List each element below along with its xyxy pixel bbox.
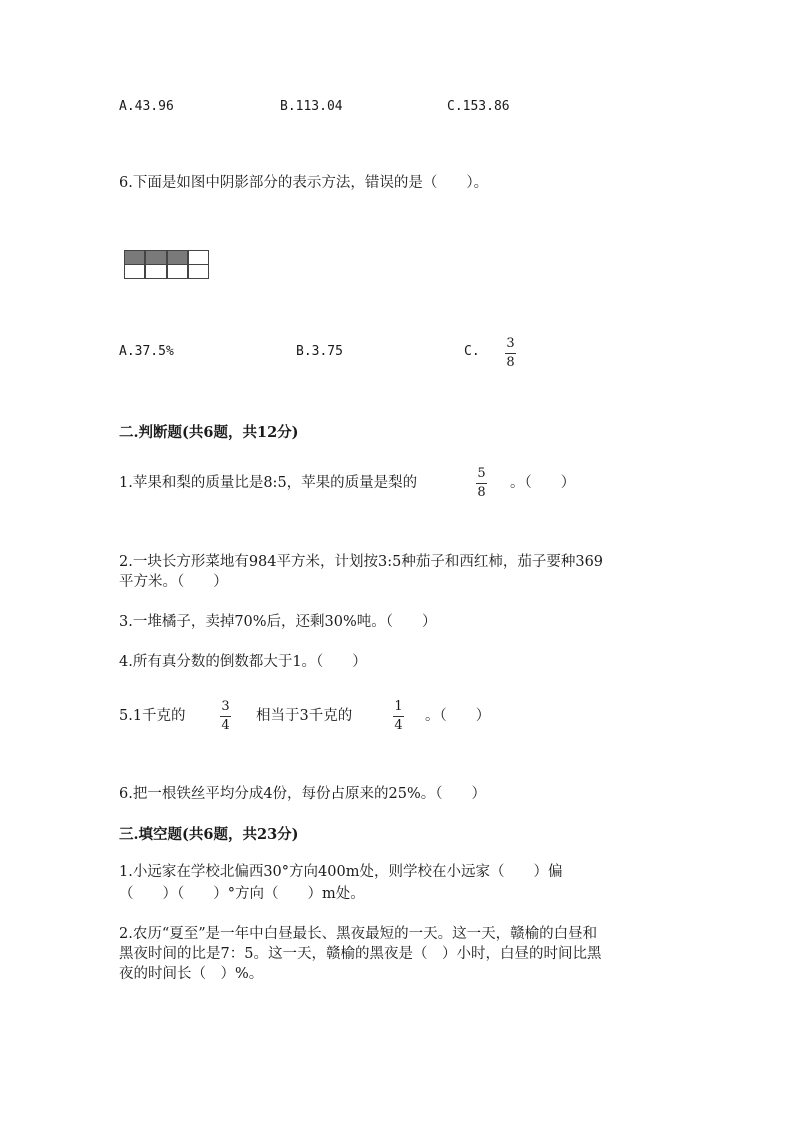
judge-q5-part2: 相当于3千克的 [256,708,353,724]
judge-q6-text: 6.把一根铁丝平均分成4份，每份占原来的25%。（ ） [119,786,487,802]
judge-q2-line1: 2.一块长方形菜地有984平方米，计划按3:5种茄子和西红柿，茄子要种369 [119,554,604,570]
grid-cell [145,264,166,279]
judge-q5-part1: 5.1千克的 [119,708,186,724]
option-c: C.153.86 [447,99,510,114]
fill-q2-line3: 夜的时间长（ ）%。 [119,966,264,982]
judge-q1-tail: 。（ ） [510,475,576,491]
grid-cell [188,250,209,265]
option-b: B.113.04 [280,99,343,114]
grid-cell [167,264,188,279]
denominator: 4 [394,718,403,733]
question-6-text: 6.下面是如图中阴影部分的表示方法，错误的是（ ）。 [119,175,489,191]
section-heading: 三.填空题(共6题，共23分) [119,826,299,843]
fraction-three-quarters [220,700,231,733]
fill-q1-line2: （ ）（ ）°方向（ ）m处。 [119,886,365,902]
fill-q2-line2: 黑夜时间的比是7：5。这一天，赣榆的黑夜是（ ）小时，白昼的时间比黑 [119,946,602,962]
option-a: A.43.96 [119,99,174,114]
fraction-one-quarter [393,700,404,733]
fraction-bar [505,353,516,354]
q6-option-a: A.37.5% [119,344,174,359]
fill-q2-line1: 2.农历“夏至”是一年中白昼最长、黑夜最短的一天。这一天，赣榆的白昼和 [119,926,598,942]
fraction-three-eighths [505,337,516,370]
fraction-bar [476,483,487,484]
numerator: 3 [506,336,515,351]
q6-option-c: C. [464,344,480,359]
numerator: 5 [477,466,486,481]
denominator: 8 [506,355,515,370]
grid-cell-shaded [167,250,188,265]
denominator: 4 [221,718,230,733]
numerator: 3 [221,699,230,714]
numerator: 1 [394,699,403,714]
fraction-bar [393,716,404,717]
denominator: 8 [477,485,486,500]
grid-cell [188,264,209,279]
grid-cell-shaded [145,250,166,265]
grid-cell [124,264,145,279]
shaded-grid-figure [124,250,209,280]
judge-q4-text: 4.所有真分数的倒数都大于1。（ ） [119,654,367,670]
judge-q2-line2: 平方米。（ ） [119,574,228,590]
judge-q3-text: 3.一堆橘子，卖掉70%后，还剩30%吨。（ ） [119,614,437,630]
fraction-bar [220,716,231,717]
fill-q1-line1: 1.小远家在学校北偏西30°方向400m处，则学校在小远家（ ）偏 [119,864,563,880]
judge-q1-text: 1.苹果和梨的质量比是8:5，苹果的质量是梨的 [119,475,418,491]
fraction-five-eighths [476,467,487,500]
judge-q5-part3: 。（ ） [425,708,491,724]
grid-cell-shaded [124,250,145,265]
q6-option-b: B.3.75 [296,344,343,359]
section-heading: 二.判断题(共6题，共12分) [119,424,299,441]
